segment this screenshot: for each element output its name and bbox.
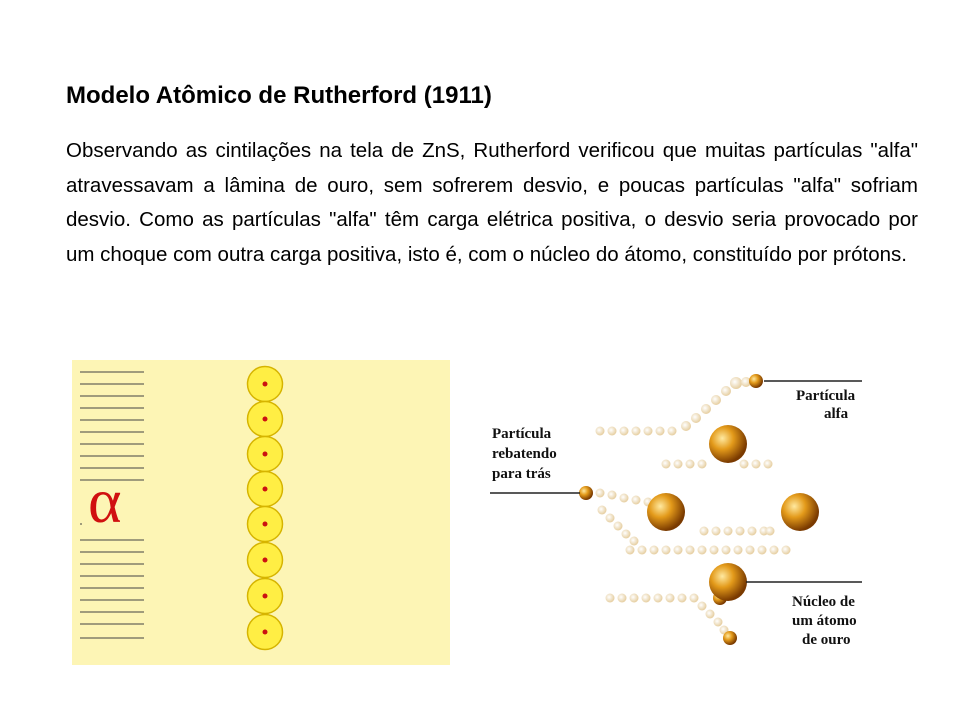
label-bounce-2: rebatendo: [492, 446, 557, 462]
gold-nuclei: [647, 425, 819, 601]
deflection-diagram: [470, 360, 890, 670]
label-nucleus-2: um átomo: [792, 613, 857, 629]
slide-paragraph: Observando as cintilações na tela de ZnS, Rutherford verificou que muitas partículas "alfa" atravessavam a lâmina de ouro, sem sofrerem desvio, e poucas partículas "alfa" sofriam desvio. Como as partículas "alfa" têm carga elétrica positiva, o desvio seria provocado por um choque com outra carga positiva, isto é, com o núcleo do átomo, constituído por prótons.: [66, 139, 918, 266]
label-bounce-3: para trás: [492, 466, 551, 482]
label-bounce-1: Partícula: [492, 426, 552, 442]
alpha-scattering-figure: [72, 360, 450, 665]
alpha-symbol: α: [88, 465, 122, 536]
nucleus-deflection-figure: [470, 360, 890, 670]
label-nucleus-3: de ouro: [802, 632, 851, 648]
slide-title: Modelo Atômico de Rutherford (1911): [66, 82, 492, 109]
gold-atom-column: [248, 367, 283, 650]
particle-trails: [596, 377, 791, 635]
label-particle-alfa-2: alfa: [824, 406, 849, 422]
alpha-lines-diagram: [72, 360, 450, 665]
label-nucleus-1: Núcleo de: [792, 594, 855, 610]
label-particle-alfa-1: Partícula: [796, 388, 856, 404]
